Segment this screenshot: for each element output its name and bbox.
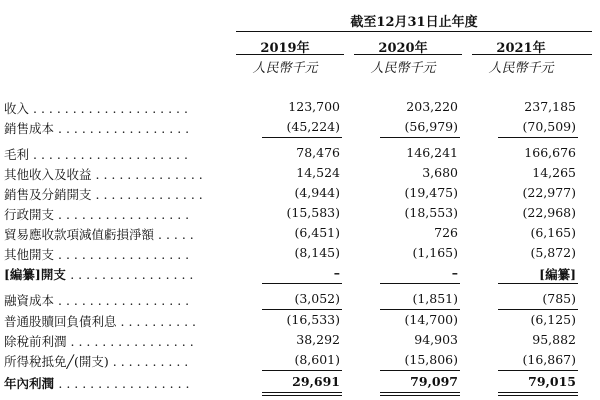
cost-of-sales-2020: (56,979) bbox=[404, 119, 458, 134]
period-rule bbox=[236, 31, 592, 32]
unit-label-2019: 人民幣千元 bbox=[252, 61, 318, 76]
redemption-interest-2021: (6,125) bbox=[530, 312, 576, 327]
subtotal-rule-2-2019 bbox=[262, 283, 342, 284]
gross-profit-2019: 78,476 bbox=[296, 145, 340, 160]
other-income-2021: 14,265 bbox=[532, 165, 576, 180]
impairment-2020: 726 bbox=[434, 225, 458, 240]
income-tax-2021: (16,867) bbox=[522, 352, 576, 367]
listing-expenses-2019: – bbox=[333, 265, 340, 280]
period-header: 截至12月31日止年度 bbox=[350, 15, 478, 30]
total-rule-2020 bbox=[380, 370, 460, 371]
other-expenses-2020: (1,165) bbox=[412, 245, 458, 260]
row-label-revenue: 收入 . . . . . . . . . . . . . . . . . . . . bbox=[4, 101, 188, 116]
double-rule-top-2020 bbox=[380, 392, 460, 393]
profit-for-year-2020: 79,097 bbox=[410, 374, 458, 389]
row-label-redemption-interest: 普通股贖回負債利息 . . . . . . . . . . bbox=[4, 314, 196, 329]
revenue-2020: 203,220 bbox=[406, 99, 458, 114]
subtotal-rule-3-2021 bbox=[498, 309, 578, 310]
double-rule-top-2019 bbox=[262, 392, 342, 393]
year-rule-2019 bbox=[236, 54, 344, 55]
double-rule-bottom-2019 bbox=[262, 395, 342, 396]
profit-before-tax-2020: 94,903 bbox=[414, 332, 458, 347]
year-rule-2021 bbox=[472, 54, 592, 55]
cost-of-sales-2021: (70,509) bbox=[522, 119, 576, 134]
row-label-selling-expenses: 銷售及分銷開支 . . . . . . . . . . . . . . bbox=[4, 187, 203, 202]
double-rule-bottom-2020 bbox=[380, 395, 460, 396]
selling-expenses-2021: (22,977) bbox=[522, 185, 576, 200]
profit-for-year-2019: 29,691 bbox=[292, 374, 340, 389]
row-label-admin-expenses: 行政開支 . . . . . . . . . . . . . . . . . bbox=[4, 207, 190, 222]
listing-expenses-2021: [編纂] bbox=[539, 267, 576, 282]
subtotal-rule-2-2021 bbox=[498, 283, 578, 284]
selling-expenses-2019: (4,944) bbox=[294, 185, 340, 200]
row-label-profit-for-year: 年內利潤 . . . . . . . . . . . . . . . . . bbox=[4, 376, 190, 391]
unit-label-2021: 人民幣千元 bbox=[488, 61, 554, 76]
row-label-impairment: 貿易應收款項減值虧損淨額 . . . . . bbox=[4, 227, 194, 242]
listing-expenses-2020: – bbox=[451, 265, 458, 280]
profit-before-tax-2019: 38,292 bbox=[296, 332, 340, 347]
year-2020: 2020年 bbox=[378, 41, 428, 56]
profit-before-tax-2021: 95,882 bbox=[532, 332, 576, 347]
row-label-income-tax: 所得稅抵免╱(開支) . . . . . . . . . . bbox=[4, 354, 189, 369]
cost-of-sales-2019: (45,224) bbox=[286, 119, 340, 134]
row-label-other-income: 其他收入及收益 . . . . . . . . . . . . . . bbox=[4, 167, 203, 182]
subtotal-rule-3-2019 bbox=[262, 309, 342, 310]
admin-expenses-2020: (18,553) bbox=[404, 205, 458, 220]
impairment-2021: (6,165) bbox=[530, 225, 576, 240]
row-label-listing-expenses: [編纂]開支 . . . . . . . . . . . . . . . . bbox=[4, 267, 194, 282]
row-label-finance-costs: 融資成本 . . . . . . . . . . . . . . . . . bbox=[4, 293, 190, 308]
year-2021: 2021年 bbox=[496, 41, 546, 56]
subtotal-rule-3-2020 bbox=[380, 309, 460, 310]
row-label-other-expenses: 其他開支 . . . . . . . . . . . . . . . . . bbox=[4, 247, 190, 262]
row-label-profit-before-tax: 除稅前利潤 . . . . . . . . . . . . . . . . bbox=[4, 334, 194, 349]
subtotal-rule-2020 bbox=[380, 137, 460, 138]
selling-expenses-2020: (19,475) bbox=[404, 185, 458, 200]
row-label-gross-profit: 毛利 . . . . . . . . . . . . . . . . . . . . bbox=[4, 147, 188, 162]
double-rule-top-2021 bbox=[498, 392, 578, 393]
double-rule-bottom-2021 bbox=[498, 395, 578, 396]
year-2019: 2019年 bbox=[260, 41, 310, 56]
unit-label-2020: 人民幣千元 bbox=[370, 61, 436, 76]
year-rule-2020 bbox=[354, 54, 462, 55]
redemption-interest-2019: (16,533) bbox=[286, 312, 340, 327]
revenue-2019: 123,700 bbox=[288, 99, 340, 114]
redemption-interest-2020: (14,700) bbox=[404, 312, 458, 327]
gross-profit-2021: 166,676 bbox=[524, 145, 576, 160]
subtotal-rule-2019 bbox=[262, 137, 342, 138]
subtotal-rule-2-2020 bbox=[380, 283, 460, 284]
finance-costs-2020: (1,851) bbox=[412, 291, 458, 306]
total-rule-2019 bbox=[262, 370, 342, 371]
impairment-2019: (6,451) bbox=[294, 225, 340, 240]
subtotal-rule-2021 bbox=[498, 137, 578, 138]
finance-costs-2021: (785) bbox=[542, 291, 576, 306]
total-rule-2021 bbox=[498, 370, 578, 371]
finance-costs-2019: (3,052) bbox=[294, 291, 340, 306]
admin-expenses-2019: (15,583) bbox=[286, 205, 340, 220]
revenue-2021: 237,185 bbox=[524, 99, 576, 114]
row-label-cost-of-sales: 銷售成本 . . . . . . . . . . . . . . . . . bbox=[4, 121, 190, 136]
other-expenses-2019: (8,145) bbox=[294, 245, 340, 260]
admin-expenses-2021: (22,968) bbox=[522, 205, 576, 220]
other-income-2020: 3,680 bbox=[422, 165, 458, 180]
other-expenses-2021: (5,872) bbox=[530, 245, 576, 260]
profit-for-year-2021: 79,015 bbox=[528, 374, 576, 389]
gross-profit-2020: 146,241 bbox=[406, 145, 458, 160]
income-tax-2019: (8,601) bbox=[294, 352, 340, 367]
other-income-2019: 14,524 bbox=[296, 165, 340, 180]
income-tax-2020: (15,806) bbox=[404, 352, 458, 367]
